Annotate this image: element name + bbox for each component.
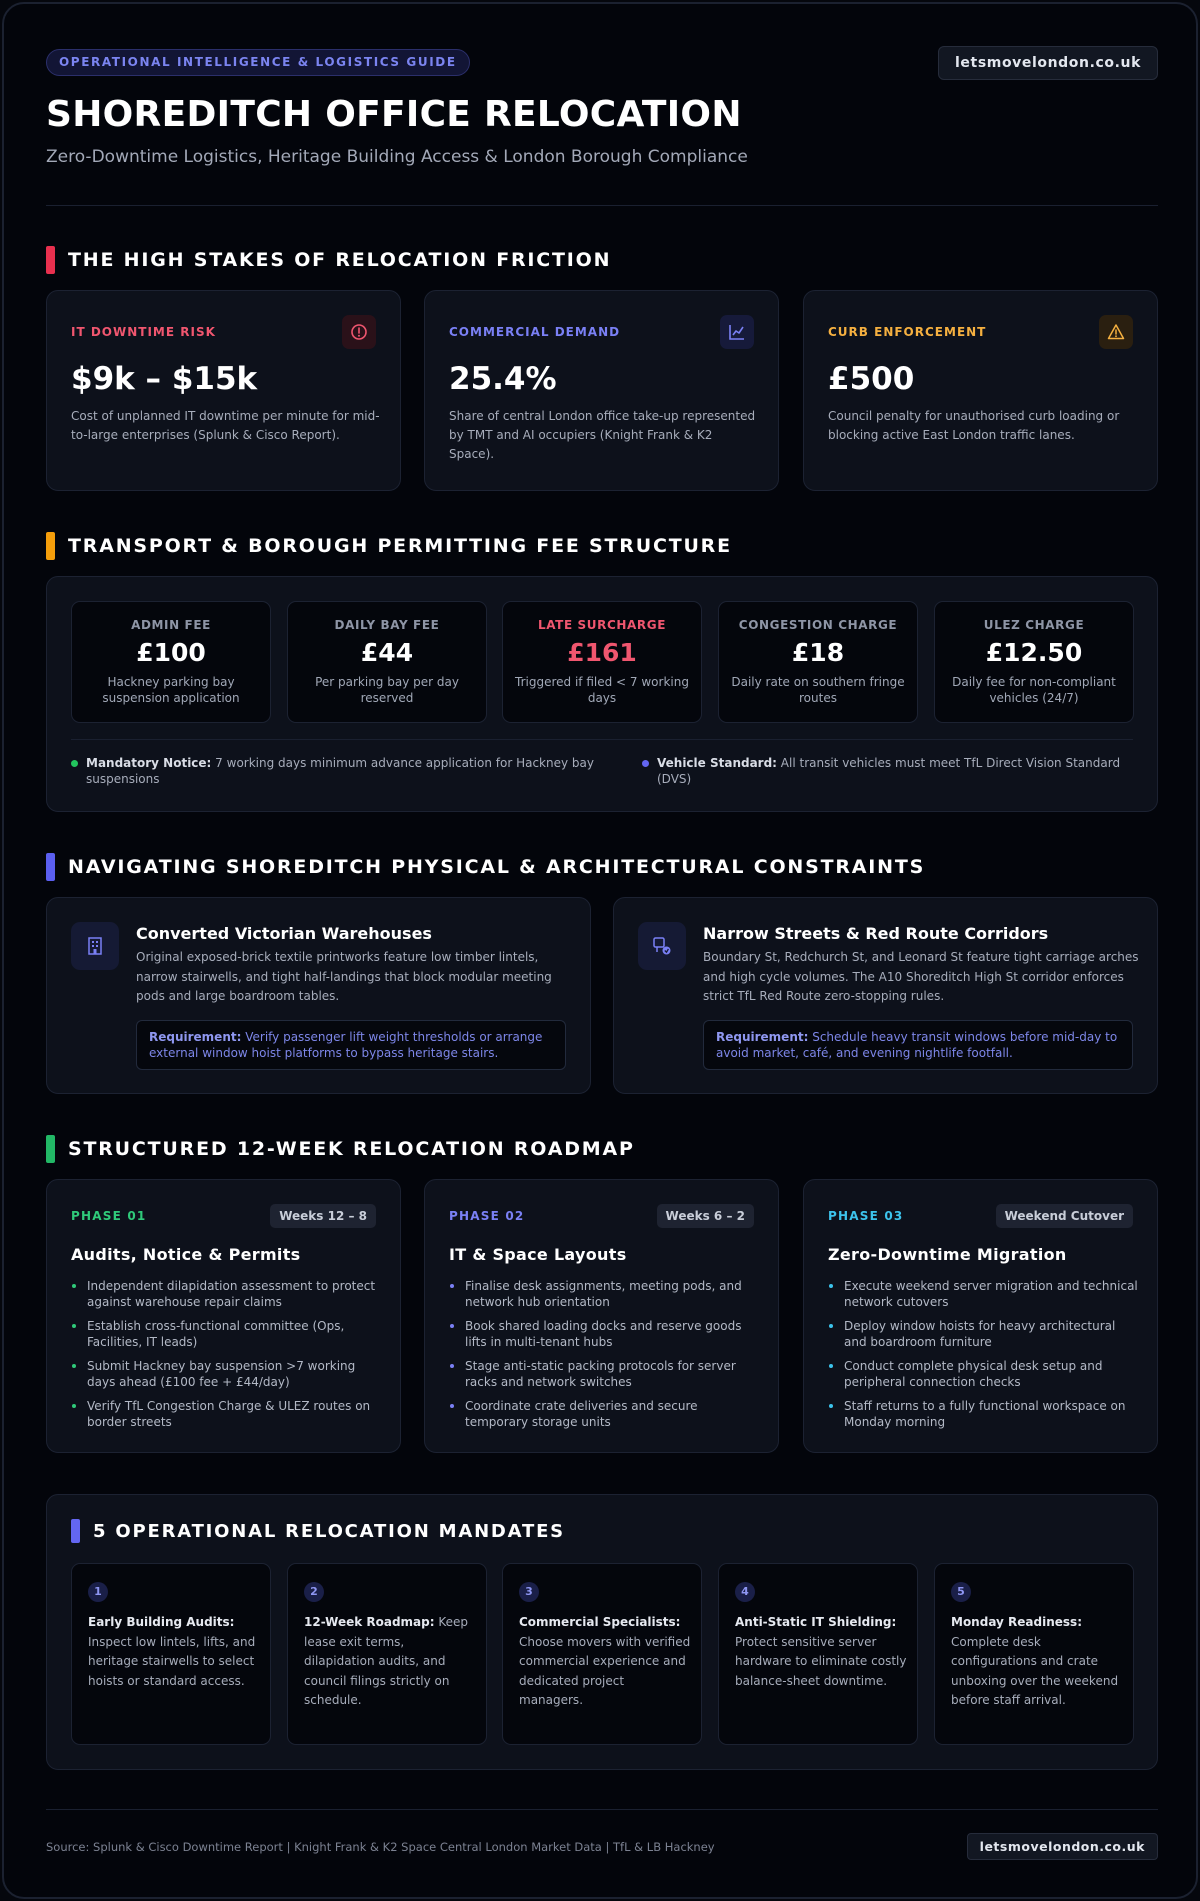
- list-item: Coordinate crate deliveries and secure temporary storage units: [449, 1398, 759, 1430]
- mandate-body: Choose movers with verified commercial experience and dedicated project managers.: [519, 1634, 691, 1707]
- eyebrow-badge: OPERATIONAL INTELLIGENCE & LOGISTICS GUIDE: [46, 49, 470, 76]
- mandate-text: [735, 1613, 907, 1691]
- mandate-label: Monday Readiness:: [951, 1615, 1082, 1629]
- list-item: Execute weekend server migration and technical network cutovers: [828, 1278, 1138, 1310]
- section-accent-bar: [46, 853, 55, 881]
- phase-weeks-badge: Weeks 6 – 2: [657, 1204, 754, 1228]
- mandate-label: Early Building Audits:: [88, 1615, 235, 1629]
- stat-value: £500: [828, 361, 915, 397]
- constraint-description: Original exposed-brick textile printworks feature low timber lintels, narrow stairwells, and tight half-landings that block modular meeting pods and large boardroom tables.: [136, 950, 552, 1003]
- stat-label: CURB ENFORCEMENT: [828, 325, 987, 339]
- phase-task-list: [828, 1278, 1138, 1438]
- mandate-text: [88, 1613, 260, 1691]
- constraint-card-warehouses: [46, 897, 591, 1094]
- phase-weeks-badge: Weeks 12 – 8: [270, 1204, 376, 1228]
- fee-card-congestion: [718, 601, 918, 723]
- page-subtitle: Zero-Downtime Logistics, Heritage Building Access & London Borough Compliance: [46, 147, 748, 167]
- site-link-bottom[interactable]: letsmovelondon.co.uk: [967, 1833, 1158, 1860]
- mandates-section-title: 5 OPERATIONAL RELOCATION MANDATES: [93, 1520, 565, 1542]
- list-item: Staff returns to a fully functional workspace on Monday morning: [828, 1398, 1138, 1430]
- mandate-label: 12-Week Roadmap:: [304, 1615, 435, 1629]
- mandate-card-4: [718, 1563, 918, 1745]
- mandate-card-3: [502, 1563, 702, 1745]
- fee-value: £18: [791, 638, 845, 667]
- alert-circle-icon: [342, 315, 376, 349]
- line-chart-icon: [720, 315, 754, 349]
- mandate-text: [951, 1613, 1123, 1711]
- fee-value: £161: [567, 638, 637, 667]
- requirement-box: [136, 1020, 566, 1070]
- list-item: Book shared loading docks and reserve goods lifts in multi-tenant hubs: [449, 1318, 759, 1350]
- fee-label: ADMIN FEE: [131, 618, 211, 632]
- phase-weeks-badge: Weekend Cutover: [996, 1204, 1133, 1228]
- section-accent-bar: [71, 1519, 80, 1543]
- building-icon: [71, 922, 119, 970]
- mandate-label: Anti-Static IT Shielding:: [735, 1615, 897, 1629]
- stakes-section-title: THE HIGH STAKES OF RELOCATION FRICTION: [68, 249, 612, 271]
- phase-title: IT & Space Layouts: [449, 1245, 627, 1264]
- fee-value: £12.50: [985, 638, 1083, 667]
- phase-card-03: [803, 1179, 1158, 1453]
- phase-card-02: [424, 1179, 779, 1453]
- notice-body: 7 working days minimum advance application for Hackney bay suspensions: [86, 756, 594, 786]
- mandate-body: Keep lease exit terms, dilapidation audits, and council filings strictly on schedule.: [304, 1615, 469, 1707]
- fee-structure-panel: [46, 576, 1158, 812]
- phase-label: PHASE 02: [449, 1209, 525, 1223]
- notice-label: Mandatory Notice:: [86, 756, 212, 770]
- page-title: SHOREDITCH OFFICE RELOCATION: [46, 94, 742, 135]
- notice-body: All transit vehicles must meet TfL Direct Vision Standard (DVS): [657, 756, 1121, 786]
- phase-task-list: [449, 1278, 759, 1438]
- constraint-title: Narrow Streets & Red Route Corridors: [703, 924, 1049, 943]
- roadmap-section-title: STRUCTURED 12-WEEK RELOCATION ROADMAP: [68, 1138, 635, 1160]
- stat-description: Council penalty for unauthorised curb loading or blocking active East London traffic lanes.: [828, 409, 1120, 442]
- mandate-body: Complete desk configurations and crate unboxing over the weekend before staff arrival.: [951, 1634, 1119, 1707]
- mandate-card-5: [934, 1563, 1134, 1745]
- phase-task-list: [71, 1278, 381, 1438]
- constraint-title: Converted Victorian Warehouses: [136, 924, 432, 943]
- fee-description: Hackney parking bay suspension application: [102, 675, 240, 705]
- notice-label: Vehicle Standard:: [657, 756, 777, 770]
- stat-value: $9k – $15k: [71, 361, 258, 397]
- phase-label: PHASE 01: [71, 1209, 147, 1223]
- mandates-panel: [46, 1494, 1158, 1770]
- mandate-text: [304, 1613, 476, 1711]
- list-item: Conduct complete physical desk setup and peripheral connection checks: [828, 1358, 1138, 1390]
- fee-description: Daily rate on southern fringe routes: [731, 675, 905, 705]
- phase-label: PHASE 03: [828, 1209, 904, 1223]
- list-item: Verify TfL Congestion Charge & ULEZ routes on border streets: [71, 1398, 381, 1430]
- mandate-card-2: [287, 1563, 487, 1745]
- green-dot-icon: [71, 760, 78, 767]
- phase-title: Zero-Downtime Migration: [828, 1245, 1067, 1264]
- stakes-section-header: [46, 246, 611, 274]
- mandate-card-1: [71, 1563, 271, 1745]
- mandate-text: [519, 1613, 691, 1711]
- site-link-top[interactable]: letsmovelondon.co.uk: [938, 46, 1158, 80]
- phase-title: Audits, Notice & Permits: [71, 1245, 301, 1264]
- stat-label: IT DOWNTIME RISK: [71, 325, 216, 339]
- mandate-number: 4: [735, 1582, 755, 1602]
- requirement-label: Requirement:: [149, 1030, 242, 1044]
- list-item: Independent dilapidation assessment to protect against warehouse repair claims: [71, 1278, 381, 1310]
- fee-label: CONGESTION CHARGE: [738, 618, 898, 632]
- header-divider: [46, 205, 1158, 206]
- stat-card-demand: [424, 290, 779, 491]
- traffic-route-icon: [638, 922, 686, 970]
- fee-value: £100: [136, 638, 206, 667]
- requirement-box: [703, 1020, 1133, 1070]
- fees-section-title: TRANSPORT & BOROUGH PERMITTING FEE STRUCTURE: [68, 535, 732, 557]
- mandates-section-header: [71, 1519, 565, 1543]
- constraints-section-title: NAVIGATING SHOREDITCH PHYSICAL & ARCHITECTURAL CONSTRAINTS: [68, 856, 926, 878]
- section-accent-bar: [46, 246, 55, 274]
- section-accent-bar: [46, 532, 55, 560]
- stat-value: 25.4%: [449, 361, 557, 397]
- fee-label: ULEZ CHARGE: [983, 618, 1085, 632]
- mandate-number: 5: [951, 1582, 971, 1602]
- requirement-text: Schedule heavy transit windows before mid-day to avoid market, café, and evening nightlife footfall.: [716, 1030, 1118, 1060]
- fee-label: DAILY BAY FEE: [334, 618, 440, 632]
- fee-label: LATE SURCHARGE: [537, 618, 666, 632]
- fee-description: Triggered if filed < 7 working days: [515, 675, 689, 705]
- footer-source: Source: Splunk & Cisco Downtime Report | Knight Frank & K2 Space Central London Market Data | TfL & LB Hackney: [46, 1840, 715, 1854]
- list-item: Deploy window hoists for heavy architectural and boardroom furniture: [828, 1318, 1138, 1350]
- fee-card-late-surcharge: [502, 601, 702, 723]
- mandate-label: Commercial Specialists:: [519, 1615, 681, 1629]
- requirement-text: Verify passenger lift weight thresholds or arrange external window hoist platforms to bypass heritage stairs.: [149, 1030, 543, 1060]
- footer-divider: [46, 1809, 1158, 1810]
- phase-card-01: [46, 1179, 401, 1453]
- notice-text: [657, 755, 1132, 787]
- fee-divider: [71, 739, 1133, 740]
- fee-card-admin: [71, 601, 271, 723]
- list-item: Submit Hackney bay suspension >7 working days ahead (£100 fee + £44/day): [71, 1358, 381, 1390]
- indigo-dot-icon: [642, 760, 649, 767]
- list-item: Finalise desk assignments, meeting pods, and network hub orientation: [449, 1278, 759, 1310]
- stat-card-downtime: [46, 290, 401, 491]
- infographic-page: [2, 2, 1198, 1899]
- constraint-card-streets: [613, 897, 1158, 1094]
- notice-text: [86, 755, 601, 787]
- constraints-section-header: [46, 853, 925, 881]
- fee-description: Per parking bay per day reserved: [315, 675, 459, 705]
- roadmap-section-header: [46, 1135, 635, 1163]
- mandate-body: Inspect low lintels, lifts, and heritage stairwells to select hoists or standard access.: [88, 1634, 256, 1688]
- mandate-number: 1: [88, 1582, 108, 1602]
- requirement-label: Requirement:: [716, 1030, 809, 1044]
- mandatory-notice: [71, 755, 601, 787]
- mandate-number: 2: [304, 1582, 324, 1602]
- fees-section-header: [46, 532, 732, 560]
- fee-card-daily-bay: [287, 601, 487, 723]
- stat-label: COMMERCIAL DEMAND: [449, 325, 621, 339]
- fee-description: Daily fee for non-compliant vehicles (24/7): [952, 675, 1116, 705]
- list-item: Establish cross-functional committee (Ops, Facilities, IT leads): [71, 1318, 381, 1350]
- warning-triangle-icon: [1099, 315, 1133, 349]
- mandate-number: 3: [519, 1582, 539, 1602]
- vehicle-standard-notice: [642, 755, 1132, 787]
- stat-description: Cost of unplanned IT downtime per minute for mid-to-large enterprises (Splunk & Cisco Report).: [71, 409, 380, 442]
- constraint-description: Boundary St, Redchurch St, and Leonard St feature tight carriage arches and high cycle volumes. The A10 Shoreditch High St corridor enforces strict TfL Red Route zero-stopping rules.: [703, 950, 1139, 1003]
- list-item: Stage anti-static packing protocols for server racks and network switches: [449, 1358, 759, 1390]
- stat-description: Share of central London office take-up represented by TMT and AI occupiers (Knight Frank & K2 Space).: [449, 409, 756, 461]
- mandate-body: Protect sensitive server hardware to eliminate costly balance-sheet downtime.: [735, 1634, 907, 1688]
- fee-value: £44: [360, 638, 414, 667]
- section-accent-bar: [46, 1135, 55, 1163]
- fee-card-ulez: [934, 601, 1134, 723]
- stat-card-curb: [803, 290, 1158, 491]
